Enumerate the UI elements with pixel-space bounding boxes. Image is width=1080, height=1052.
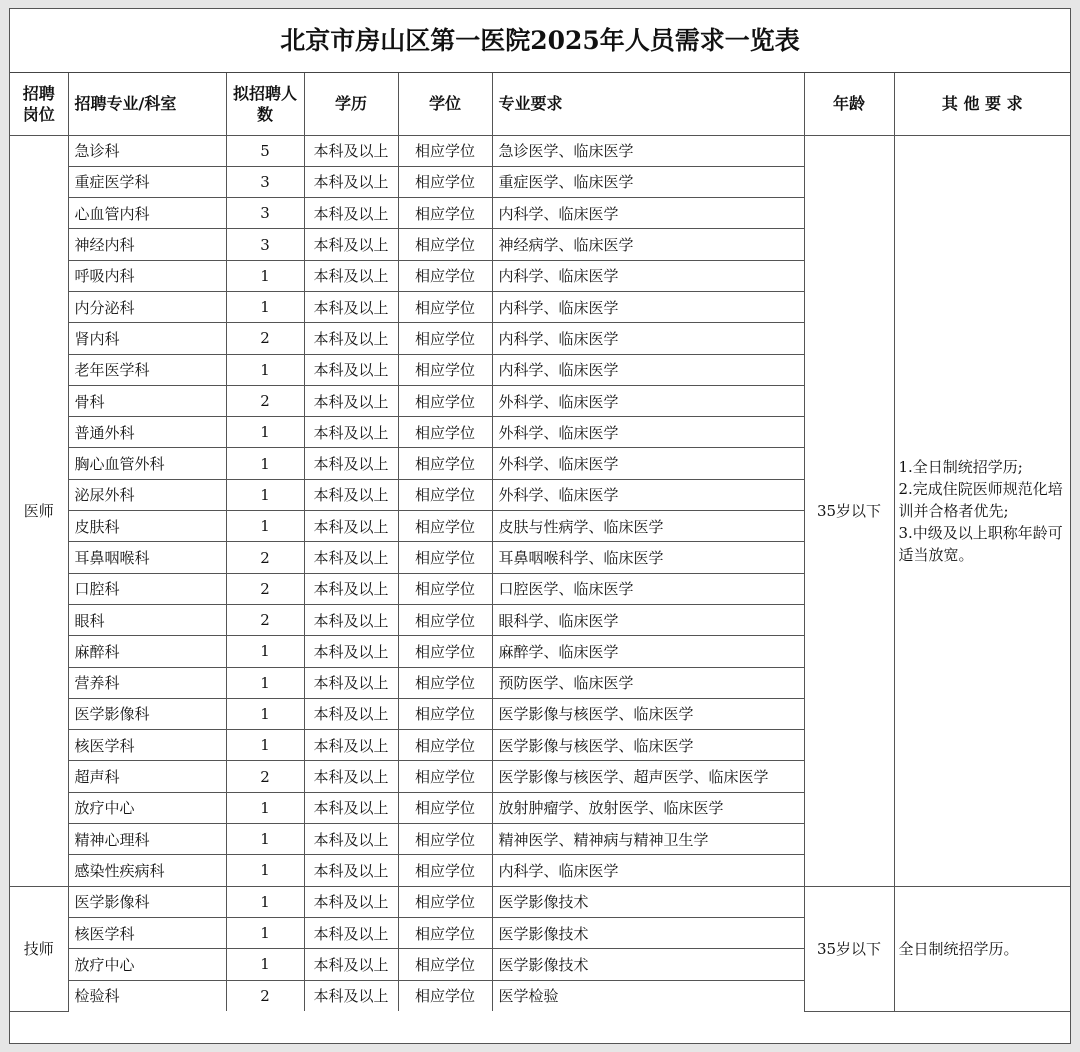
dept-cell: 医学影像科 <box>68 886 226 917</box>
count-cell: 1 <box>226 667 304 698</box>
count-cell: 2 <box>226 573 304 604</box>
other-requirement-line: 3.中级及以上职称年龄可适当放宽。 <box>898 523 1063 564</box>
major-cell: 麻醉学、临床医学 <box>492 636 804 667</box>
education-cell: 本科及以上 <box>304 229 398 260</box>
major-cell: 外科学、临床医学 <box>492 479 804 510</box>
degree-cell: 相应学位 <box>398 855 492 886</box>
header-position: 招聘岗位 <box>10 73 68 135</box>
education-cell: 本科及以上 <box>304 855 398 886</box>
count-cell: 3 <box>226 166 304 197</box>
major-cell: 医学影像技术 <box>492 886 804 917</box>
count-cell: 3 <box>226 198 304 229</box>
degree-cell: 相应学位 <box>398 792 492 823</box>
position-group-cell: 技师 <box>10 886 68 1011</box>
major-cell: 内科学、临床医学 <box>492 354 804 385</box>
recruitment-table <box>10 73 1070 1012</box>
count-cell: 2 <box>226 542 304 573</box>
education-cell: 本科及以上 <box>304 291 398 322</box>
degree-cell: 相应学位 <box>398 667 492 698</box>
count-cell: 1 <box>226 792 304 823</box>
degree-cell: 相应学位 <box>398 636 492 667</box>
education-cell: 本科及以上 <box>304 573 398 604</box>
major-cell: 耳鼻咽喉科学、临床医学 <box>492 542 804 573</box>
major-cell: 医学影像技术 <box>492 917 804 948</box>
major-cell: 神经病学、临床医学 <box>492 229 804 260</box>
dept-cell: 放疗中心 <box>68 792 226 823</box>
degree-cell: 相应学位 <box>398 824 492 855</box>
degree-cell: 相应学位 <box>398 886 492 917</box>
count-cell: 1 <box>226 354 304 385</box>
degree-cell: 相应学位 <box>398 949 492 980</box>
major-cell: 医学检验 <box>492 980 804 1011</box>
degree-cell: 相应学位 <box>398 448 492 479</box>
recruitment-sheet <box>9 8 1071 1044</box>
education-cell: 本科及以上 <box>304 511 398 542</box>
major-cell: 医学影像技术 <box>492 949 804 980</box>
count-cell: 2 <box>226 385 304 416</box>
major-cell: 内科学、临床医学 <box>492 323 804 354</box>
major-cell: 皮肤与性病学、临床医学 <box>492 511 804 542</box>
major-cell: 内科学、临床医学 <box>492 291 804 322</box>
major-cell: 放射肿瘤学、放射医学、临床医学 <box>492 792 804 823</box>
major-cell: 外科学、临床医学 <box>492 385 804 416</box>
degree-cell: 相应学位 <box>398 166 492 197</box>
degree-cell: 相应学位 <box>398 417 492 448</box>
education-cell: 本科及以上 <box>304 260 398 291</box>
dept-cell: 医学影像科 <box>68 698 226 729</box>
degree-cell: 相应学位 <box>398 511 492 542</box>
degree-cell: 相应学位 <box>398 354 492 385</box>
education-cell: 本科及以上 <box>304 824 398 855</box>
major-cell: 内科学、临床医学 <box>492 855 804 886</box>
position-group-cell: 医师 <box>10 135 68 886</box>
count-cell: 1 <box>226 886 304 917</box>
dept-cell: 超声科 <box>68 761 226 792</box>
degree-cell: 相应学位 <box>398 542 492 573</box>
education-cell: 本科及以上 <box>304 166 398 197</box>
education-cell: 本科及以上 <box>304 667 398 698</box>
major-cell: 口腔医学、临床医学 <box>492 573 804 604</box>
other-requirement-line: 全日制统招学历。 <box>898 939 1019 958</box>
dept-cell: 营养科 <box>68 667 226 698</box>
count-cell: 5 <box>226 135 304 166</box>
count-cell: 2 <box>226 604 304 635</box>
header-other: 其 他 要 求 <box>894 73 1070 135</box>
age-cell: 35岁以下 <box>804 886 894 1011</box>
header-degree: 学位 <box>398 73 492 135</box>
major-cell: 医学影像与核医学、超声医学、临床医学 <box>492 761 804 792</box>
dept-cell: 放疗中心 <box>68 949 226 980</box>
major-cell: 医学影像与核医学、临床医学 <box>492 698 804 729</box>
major-cell: 眼科学、临床医学 <box>492 604 804 635</box>
dept-cell: 皮肤科 <box>68 511 226 542</box>
dept-cell: 呼吸内科 <box>68 260 226 291</box>
degree-cell: 相应学位 <box>398 573 492 604</box>
education-cell: 本科及以上 <box>304 604 398 635</box>
education-cell: 本科及以上 <box>304 385 398 416</box>
degree-cell: 相应学位 <box>398 730 492 761</box>
degree-cell: 相应学位 <box>398 604 492 635</box>
header-count: 拟招聘人数 <box>226 73 304 135</box>
page-title: 北京市房山区第一医院2025年人员需求一览表 <box>10 9 1070 73</box>
header-dept: 招聘专业/科室 <box>68 73 226 135</box>
major-cell: 内科学、临床医学 <box>492 260 804 291</box>
table-row <box>10 886 1070 917</box>
education-cell: 本科及以上 <box>304 479 398 510</box>
header-major: 专业要求 <box>492 73 804 135</box>
other-requirement-line: 1.全日制统招学历; <box>898 457 1023 476</box>
education-cell: 本科及以上 <box>304 792 398 823</box>
major-cell: 外科学、临床医学 <box>492 417 804 448</box>
major-cell: 预防医学、临床医学 <box>492 667 804 698</box>
degree-cell: 相应学位 <box>398 229 492 260</box>
education-cell: 本科及以上 <box>304 542 398 573</box>
count-cell: 1 <box>226 917 304 948</box>
other-requirements-cell <box>894 135 1070 886</box>
education-cell: 本科及以上 <box>304 949 398 980</box>
degree-cell: 相应学位 <box>398 698 492 729</box>
count-cell: 1 <box>226 698 304 729</box>
dept-cell: 口腔科 <box>68 573 226 604</box>
age-cell: 35岁以下 <box>804 135 894 886</box>
dept-cell: 胸心血管外科 <box>68 448 226 479</box>
education-cell: 本科及以上 <box>304 354 398 385</box>
dept-cell: 核医学科 <box>68 730 226 761</box>
table-body <box>10 135 1070 1011</box>
dept-cell: 心血管内科 <box>68 198 226 229</box>
dept-cell: 麻醉科 <box>68 636 226 667</box>
dept-cell: 检验科 <box>68 980 226 1011</box>
count-cell: 1 <box>226 417 304 448</box>
header-row <box>10 73 1070 135</box>
table-row <box>10 135 1070 166</box>
degree-cell: 相应学位 <box>398 761 492 792</box>
dept-cell: 精神心理科 <box>68 824 226 855</box>
major-cell: 精神医学、精神病与精神卫生学 <box>492 824 804 855</box>
dept-cell: 感染性疾病科 <box>68 855 226 886</box>
count-cell: 2 <box>226 761 304 792</box>
education-cell: 本科及以上 <box>304 135 398 166</box>
count-cell: 1 <box>226 636 304 667</box>
count-cell: 1 <box>226 260 304 291</box>
degree-cell: 相应学位 <box>398 980 492 1011</box>
count-cell: 2 <box>226 980 304 1011</box>
education-cell: 本科及以上 <box>304 448 398 479</box>
dept-cell: 普通外科 <box>68 417 226 448</box>
count-cell: 1 <box>226 448 304 479</box>
dept-cell: 骨科 <box>68 385 226 416</box>
count-cell: 1 <box>226 479 304 510</box>
count-cell: 1 <box>226 291 304 322</box>
major-cell: 急诊医学、临床医学 <box>492 135 804 166</box>
header-age: 年龄 <box>804 73 894 135</box>
count-cell: 1 <box>226 855 304 886</box>
degree-cell: 相应学位 <box>398 917 492 948</box>
degree-cell: 相应学位 <box>398 291 492 322</box>
count-cell: 1 <box>226 949 304 980</box>
degree-cell: 相应学位 <box>398 198 492 229</box>
education-cell: 本科及以上 <box>304 886 398 917</box>
degree-cell: 相应学位 <box>398 479 492 510</box>
dept-cell: 耳鼻咽喉科 <box>68 542 226 573</box>
education-cell: 本科及以上 <box>304 636 398 667</box>
education-cell: 本科及以上 <box>304 198 398 229</box>
education-cell: 本科及以上 <box>304 761 398 792</box>
dept-cell: 内分泌科 <box>68 291 226 322</box>
education-cell: 本科及以上 <box>304 323 398 354</box>
degree-cell: 相应学位 <box>398 323 492 354</box>
dept-cell: 核医学科 <box>68 917 226 948</box>
major-cell: 重症医学、临床医学 <box>492 166 804 197</box>
degree-cell: 相应学位 <box>398 135 492 166</box>
dept-cell: 神经内科 <box>68 229 226 260</box>
education-cell: 本科及以上 <box>304 730 398 761</box>
education-cell: 本科及以上 <box>304 980 398 1011</box>
major-cell: 外科学、临床医学 <box>492 448 804 479</box>
count-cell: 2 <box>226 323 304 354</box>
count-cell: 3 <box>226 229 304 260</box>
count-cell: 1 <box>226 730 304 761</box>
degree-cell: 相应学位 <box>398 385 492 416</box>
education-cell: 本科及以上 <box>304 417 398 448</box>
header-education: 学历 <box>304 73 398 135</box>
other-requirements-cell <box>894 886 1070 1011</box>
dept-cell: 泌尿外科 <box>68 479 226 510</box>
education-cell: 本科及以上 <box>304 917 398 948</box>
education-cell: 本科及以上 <box>304 698 398 729</box>
count-cell: 1 <box>226 824 304 855</box>
dept-cell: 眼科 <box>68 604 226 635</box>
dept-cell: 重症医学科 <box>68 166 226 197</box>
count-cell: 1 <box>226 511 304 542</box>
major-cell: 内科学、临床医学 <box>492 198 804 229</box>
dept-cell: 肾内科 <box>68 323 226 354</box>
other-requirement-line: 2.完成住院医师规范化培训并合格者优先; <box>898 479 1063 520</box>
degree-cell: 相应学位 <box>398 260 492 291</box>
major-cell: 医学影像与核医学、临床医学 <box>492 730 804 761</box>
dept-cell: 老年医学科 <box>68 354 226 385</box>
dept-cell: 急诊科 <box>68 135 226 166</box>
